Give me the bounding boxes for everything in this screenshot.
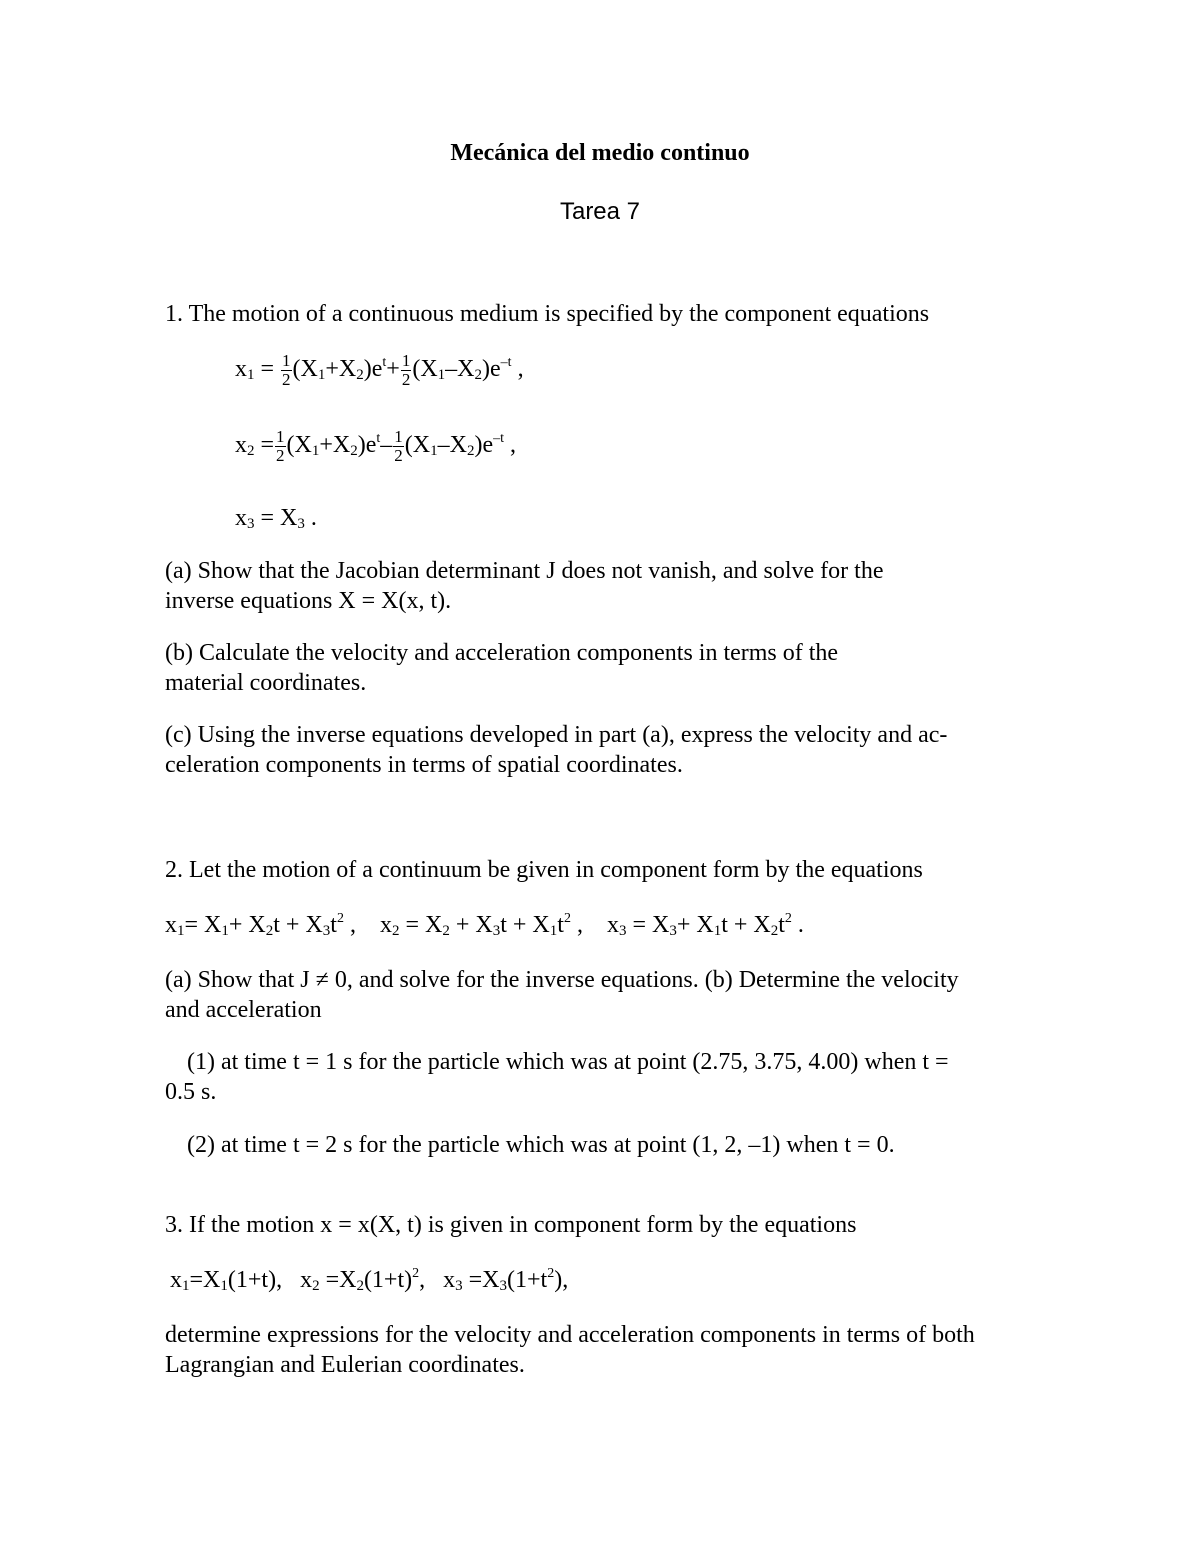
problem-3-equations: $x_1=X_1(1+t)$, $x_2 =X_2(1+t)^2$, $x_3 =X_3(1+t^2)$,	[170, 1266, 569, 1294]
equation-x2: $x_2$ = $\frac{1}{2}$ $(X_1+X_2)e^t-$ $\frac{1}{2}$ $(X_1-X_2)e^{-t}$ ,	[235, 427, 517, 465]
problem-2-intro: 2. Let the motion of a continuum be given in component form by the equations	[165, 857, 923, 883]
fraction-half: $\frac{1}{2}$	[401, 351, 411, 389]
page-subtitle: Tarea 7	[559, 198, 641, 225]
problem-2-equations: $x_1= X_1+ X_2t + X_3t^2$ , $x_2 = X_2 + X_3t + X_1t^2$ , $x_3 = X_3+ X_1t + X_2t^2$ .	[165, 911, 804, 939]
problem-3-body: determine expressions for the velocity and acceleration components in terms of both Lagrangian and Eulerian coordinates.	[165, 1322, 975, 1378]
fraction-half: $\frac{1}{2}$	[394, 427, 403, 465]
problem-2-item-1: (1) at time t = 1 s for the particle which was at point (2.75, 3.75, 4.00) when t = 0.5 s.	[165, 1049, 949, 1105]
problem-2-parts-ab: (a) Show that J ≠ 0, and solve for the inverse equations. (b) Determine the velocity and acceleration	[165, 967, 959, 1023]
page-title: Mecánica del medio continuo	[450, 140, 750, 166]
problem-3-intro: 3. If the motion x = x(X, t) is given in component form by the equations	[165, 1212, 857, 1238]
problem-2-item-2: (2) at time t = 2 s for the particle which was at point (1, 2, –1) when t = 0.	[187, 1132, 895, 1158]
problem-1-part-a: (a) Show that the Jacobian determinant J does not vanish, and solve for the inverse equations X = X(x, t).	[165, 558, 884, 614]
problem-1-part-b: (b) Calculate the velocity and acceleration components in terms of the material coordinates.	[165, 640, 839, 696]
fraction-half: $\frac{1}{2}$	[282, 351, 291, 389]
fraction-half: $\frac{1}{2}$	[276, 427, 285, 465]
equation-x1: $x_1$ = $\frac{1}{2}$ $(X_1+X_2)e^t+$ $\frac{1}{2}$ $(X_1-X_2)e^{-t}$ ,	[235, 351, 524, 389]
equation-x3: $x_3 = X_3$ .	[235, 505, 317, 532]
problem-1-intro: 1. The motion of a continuous medium is specified by the component equations	[165, 301, 930, 327]
problem-1-part-c: (c) Using the inverse equations developed in part (a), express the velocity and ac- celeration components in terms of spatial coordinates.	[165, 722, 948, 778]
